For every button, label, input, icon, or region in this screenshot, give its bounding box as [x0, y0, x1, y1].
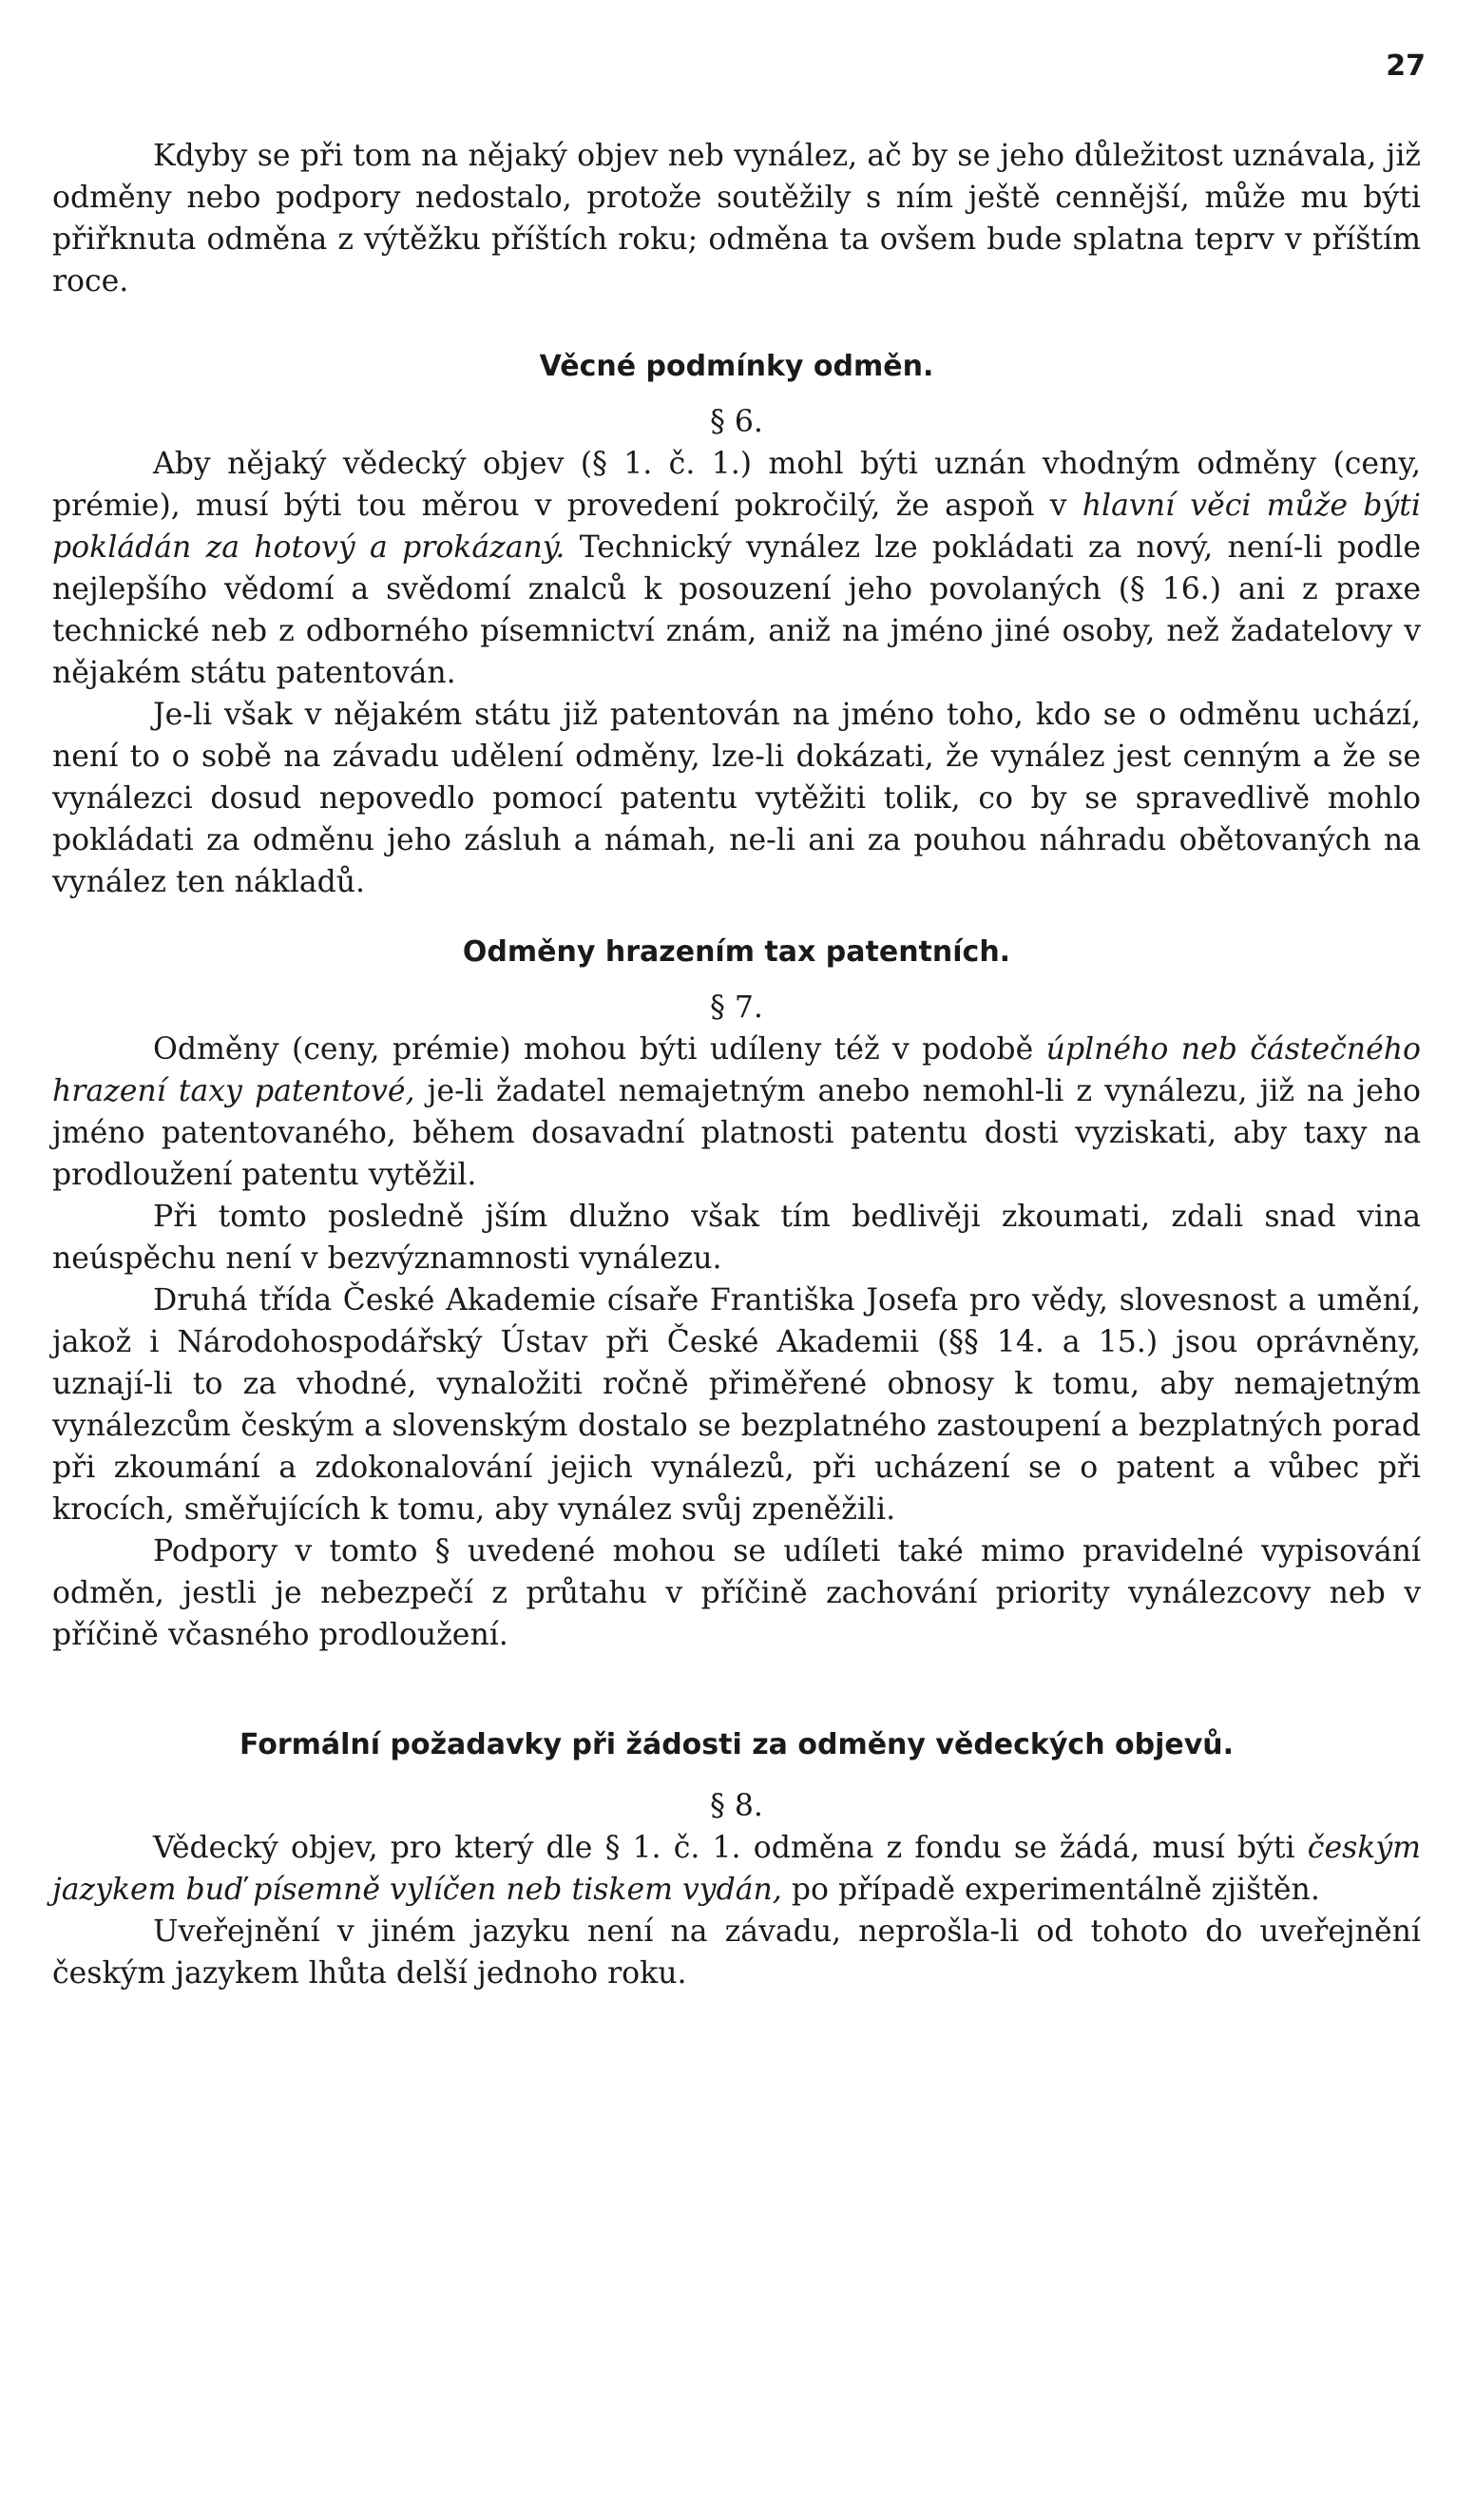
emphasis-text: českým jazykem buď písemně vylíčen neb tiskem vydán, — [52, 1831, 1421, 1907]
section-7-paragraph-1 — [52, 1029, 1421, 1196]
section-8-mark: § 8. — [710, 1789, 763, 1823]
section-6-mark: § 6. — [710, 405, 763, 439]
section-7-paragraph-3: Druhá třída České Akademie císaře Františka Josefa pro vědy, slovesnost a umění, jakož i Národohospodářský Ústav při České Akademii (§§ 14. a 15.) jsou oprávněny, uznají-li to za vhodné, vynaložiti ročně přiměřené obnosy k tomu, aby nemajetným vynálezcům českým a slovenským dostalo se bezplatného zastoupení a bezplatných porad při zkoumání a zdokonalování jejich vynálezů, při ucházení se o patent a vůbec při krocích, směřujících k tomu, aby vynález svůj zpeněžili. — [52, 1283, 1421, 1527]
section-8-paragraph-1 — [52, 1827, 1421, 1911]
intro-paragraph: Kdyby se při tom na nějaký objev neb vynález, ač by se jeho důležitost uznávala, již odměny nebo podpory nedostalo, protože soutěžily s ním ještě cennější, může mu býti přiřknuta odměna z výtěžku příštích roku; odměna ta ovšem bude splatna teprv v příštím roce. — [52, 139, 1421, 298]
emphasis-text: hlavní věci může býti pokládán za hotový a prokázaný. — [52, 489, 1421, 565]
section-7-heading: Odměny hrazením tax patentních. — [462, 935, 1011, 969]
text-run: je-li žadatel nemajetným anebo nemohl-li z vynálezu, již na jeho jméno patentovaného, během dosavadní platnosti patentu dosti vyziskati, aby taxy na prodloužení patentu vytěžil. — [52, 1074, 1421, 1192]
section-8-heading: Formální požadavky při žádosti za odměny vědeckých objevů. — [239, 1728, 1235, 1761]
section-6-paragraph-1 — [52, 443, 1421, 694]
section-6-heading: Věcné podmínky odměn. — [539, 350, 934, 383]
emphasis-text: úplného neb částečného hrazení taxy patentové, — [52, 1032, 1421, 1108]
page-number: 27 — [1386, 49, 1426, 83]
section-6-paragraph-2: Je-li však v nějakém státu již patentován na jméno toho, kdo se o odměnu uchází, není to o sobě na závadu udělení odměny, lze-li dokázati, že vynález jest cenným a že se vynálezci dosud nepovedlo pomocí patentu vytěžiti tolik, co by se spravedlivě mohlo pokládati za odměnu jeho zásluh a námah, ne-li ani za pouhou náhradu obětovaných na vynález ten nákladů. — [52, 698, 1421, 899]
section-7-paragraph-4: Podpory v tomto § uvedené mohou se udíleti také mimo pravidelné vypisování odměn, jestli je nebezpečí z průtahu v příčině zachování priority vynálezcovy neb v příčině včasného prodloužení. — [52, 1534, 1421, 1652]
text-run: Odměny (ceny, prémie) mohou býti udíleny též v podobě — [153, 1032, 1046, 1067]
text-run: Vědecký objev, pro který dle § 1. č. 1. odměna z fondu se žádá, musí býti — [153, 1831, 1308, 1865]
section-7-mark: § 7. — [710, 991, 763, 1025]
text-run: po případě experimentálně zjištěn. — [781, 1873, 1320, 1907]
text-run: Aby nějaký vědecký objev (§ 1. č. 1.) mohl býti uznán vhodným odměny (ceny, prémie), musí býti tou měrou v provedení pokročilý, že aspoň v — [52, 447, 1421, 523]
section-8-paragraph-2: Uveřejnění v jiném jazyku není na závadu, neprošla-li od tohoto do uveřejnění českým jazykem lhůta delší jednoho roku. — [52, 1914, 1421, 1991]
page-body — [52, 135, 1421, 1994]
section-7-paragraph-2: Při tomto posledně jším dlužno však tím bedlivěji zkoumati, zdali snad vina neúspěchu není v bezvýznamnosti vynálezu. — [52, 1200, 1421, 1276]
text-run: Technický vynález lze pokládati za nový, není-li podle nejlepšího vědomí a svědomí znalců k posouzení jeho povolaných (§ 16.) ani z praxe technické neb z odborného písemnictví znám, aniž na jméno jiné osoby, než žadatelovy v nějakém státu patentován. — [52, 530, 1421, 690]
